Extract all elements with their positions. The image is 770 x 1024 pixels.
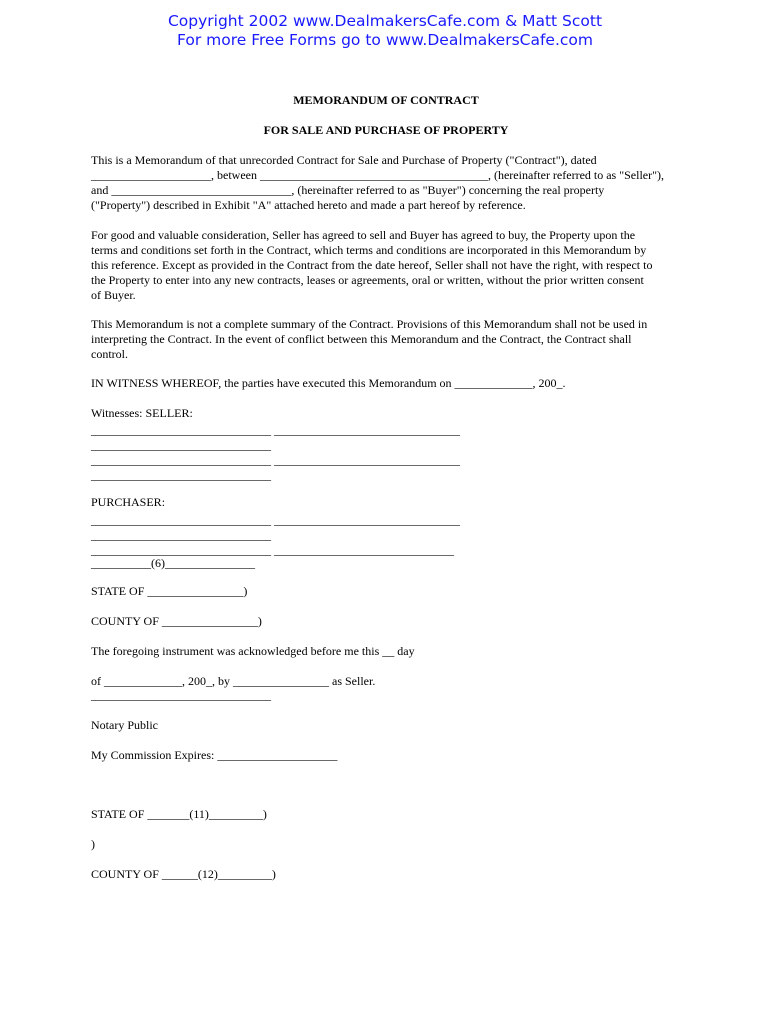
para1-line: ____________________, between ______________________________________, (hereinafter referred to as "Seller"), bbox=[91, 168, 665, 182]
para2-line: For good and valuable consideration, Seller has agreed to sell and Buyer has agreed to buy, the Property upon the bbox=[91, 228, 636, 242]
para3-line: control. bbox=[91, 347, 128, 361]
seller-signature-line: ______________________________ bbox=[91, 438, 271, 452]
notary-public-label: Notary Public bbox=[91, 718, 158, 732]
acknowledgment-line: The foregoing instrument was acknowledged before me this __ day bbox=[91, 644, 415, 658]
para1-line: This is a Memorandum of that unrecorded Contract for Sale and Purchase of Property ("Contract"), dated bbox=[91, 153, 597, 167]
para1-line: ("Property") described in Exhibit "A" attached hereto and made a part hereof by reference. bbox=[91, 198, 526, 212]
para3-line: interpreting the Contract. In the event of conflict between this Memorandum and the Contract, the Contract shall bbox=[91, 332, 632, 346]
document-title: MEMORANDUM OF CONTRACT bbox=[293, 93, 479, 107]
county-line: COUNTY OF ________________) bbox=[91, 614, 262, 628]
state-line: STATE OF _______(11)_________) bbox=[91, 807, 267, 821]
copyright-line[interactable]: Copyright 2002 www.DealmakersCafe.com & Matt Scott bbox=[167, 12, 603, 30]
para2-line: of Buyer. bbox=[91, 288, 136, 302]
purchaser-signature-line: ______________________________ bbox=[91, 528, 271, 542]
free-forms-line[interactable]: For more Free Forms go to www.DealmakersCafe.com bbox=[177, 31, 593, 49]
commission-expires-line: My Commission Expires: ____________________ bbox=[91, 748, 338, 762]
notary-signature-line: ______________________________ bbox=[91, 688, 271, 702]
paren-line: ) bbox=[91, 837, 95, 851]
county-line: COUNTY OF ______(12)_________) bbox=[91, 867, 276, 881]
document-subtitle: FOR SALE AND PURCHASE OF PROPERTY bbox=[263, 123, 509, 137]
seller-signature-line: ______________________________ bbox=[91, 468, 271, 482]
witnesses-seller-label: Witnesses: SELLER: bbox=[91, 406, 193, 420]
purchaser-label: PURCHASER: bbox=[91, 495, 166, 509]
acknowledgment-line: of _____________, 200_, by ________________ as Seller. bbox=[91, 674, 376, 688]
para2-line: the Property to enter into any new contracts, leases or agreements, oral or written, without the prior written consent bbox=[91, 273, 644, 287]
seller-signature-line: ______________________________ _______________________________ bbox=[91, 453, 460, 467]
para1-line: and ______________________________, (hereinafter referred to as "Buyer") concerning the real property bbox=[91, 183, 605, 197]
purchaser-signature-line: ______________________________ _______________________________ bbox=[91, 513, 460, 527]
purchaser-signature-line: __________(6)_______________ bbox=[91, 556, 255, 570]
para2-line: terms and conditions set forth in the Contract, which terms and conditions are incorporated in this Memorandum by bbox=[91, 243, 647, 257]
seller-signature-line: ______________________________ _______________________________ bbox=[91, 423, 460, 437]
state-line: STATE OF ________________) bbox=[91, 584, 248, 598]
para3-line: This Memorandum is not a complete summary of the Contract. Provisions of this Memorandum shall not be used in bbox=[91, 317, 648, 331]
witness-whereof-line: IN WITNESS WHEREOF, the parties have executed this Memorandum on _____________, 200_. bbox=[91, 376, 566, 390]
copyright-banner bbox=[0, 12, 770, 50]
purchaser-signature-line: ______________________________ ______________________________ bbox=[91, 543, 454, 557]
para2-line: this reference. Except as provided in the Contract from the date hereof, Seller shall not have the right, with respect to bbox=[91, 258, 653, 272]
